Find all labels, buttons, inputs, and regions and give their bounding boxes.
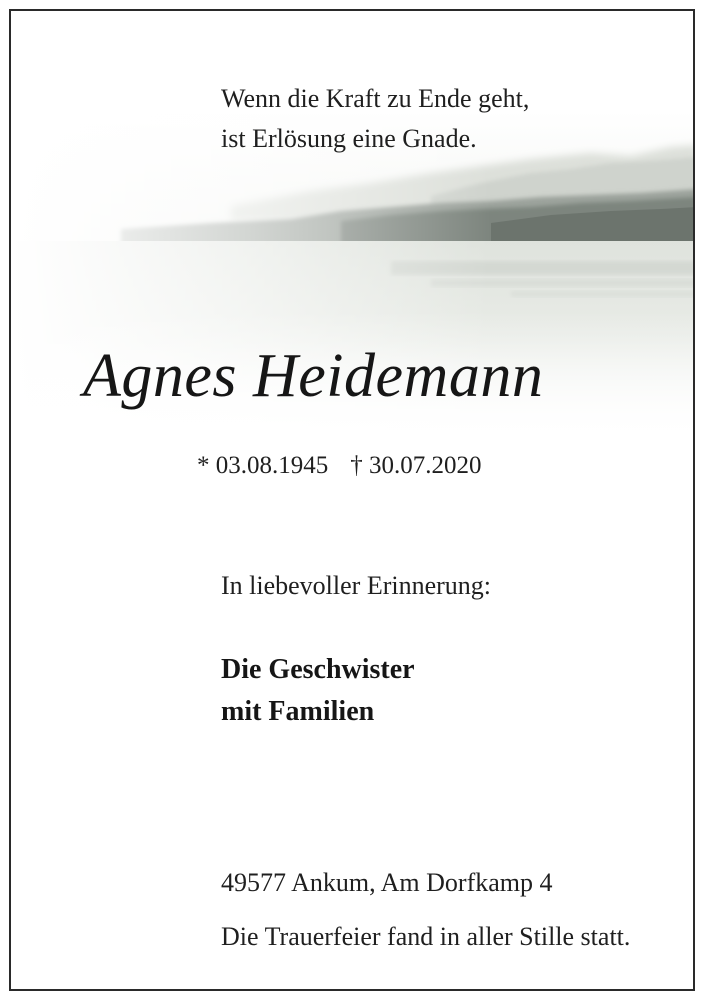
mourners (221, 649, 415, 733)
life-dates (197, 452, 482, 480)
funeral-notice: Die Trauerfeier fand in aller Stille statt. (221, 922, 631, 951)
mourners-line-1: Die Geschwister (221, 654, 415, 685)
memorial-quote (221, 79, 529, 159)
address: 49577 Ankum, Am Dorfkamp 4 (221, 868, 553, 897)
deceased-name: Agnes Heidemann (83, 342, 544, 410)
obituary-notice (9, 9, 695, 991)
death-date: † 30.07.2020 (350, 452, 482, 479)
quote-line-2: ist Erlösung eine Gnade. (221, 124, 477, 153)
remembrance-intro: In liebevoller Erinnerung: (221, 571, 492, 600)
mourners-line-2: mit Familien (221, 696, 375, 727)
quote-line-1: Wenn die Kraft zu Ende geht, (221, 84, 530, 113)
birth-date: * 03.08.1945 (197, 452, 329, 479)
